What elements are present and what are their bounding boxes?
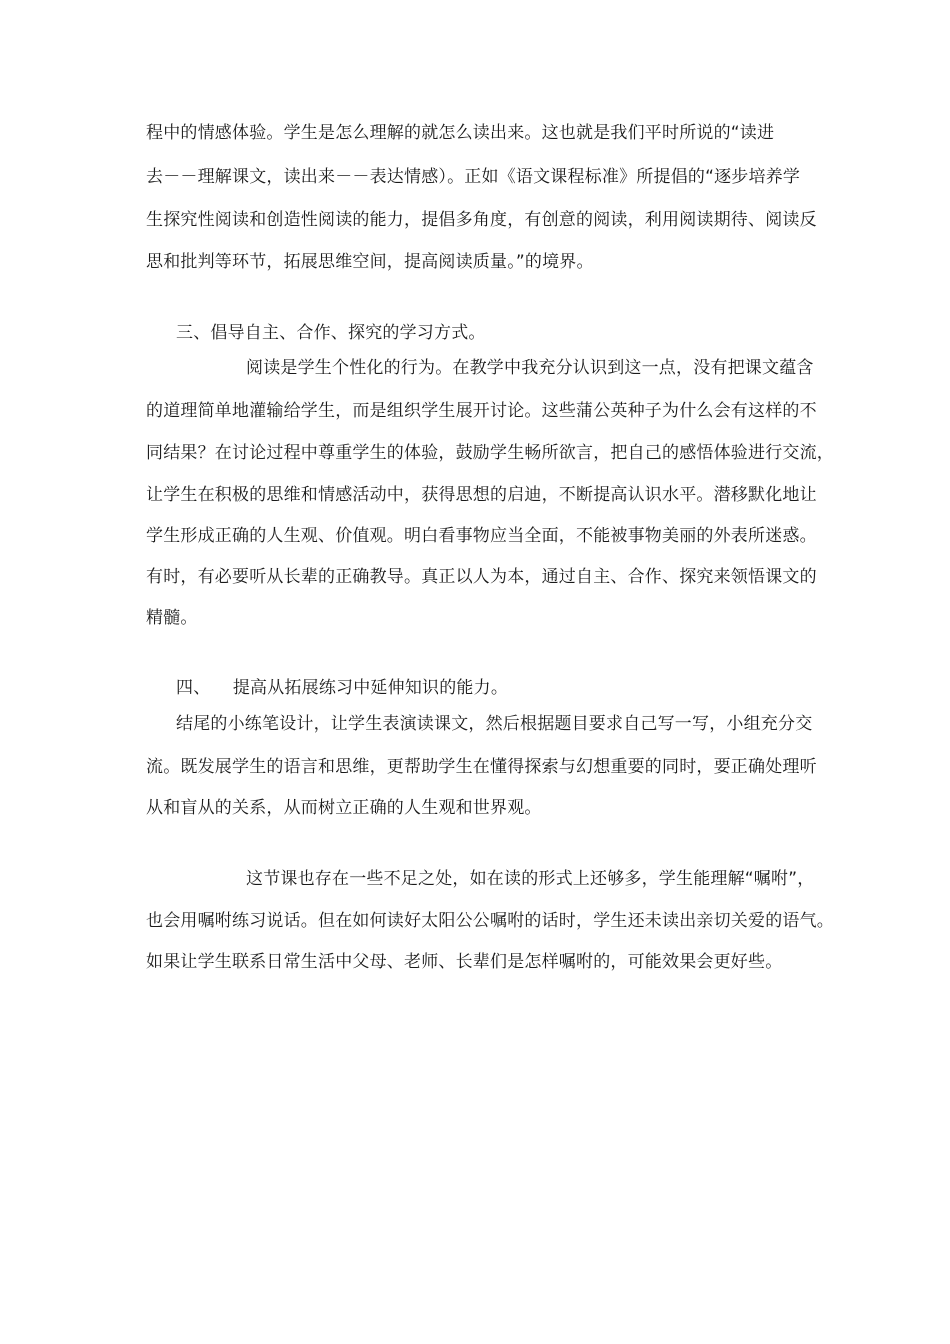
paragraph-line: 这节课也存在一些不足之处，如在读的形式上还够多，学生能理解“嘱咐”， xyxy=(246,869,815,889)
paragraph-line: 从和盲从的关系，从而树立正确的人生观和世界观。 xyxy=(146,798,542,818)
paragraph-line: 去－－理解课文，读出来－－表达情感）。正如《语文课程标准》所提倡的“逐步培养学 xyxy=(146,167,801,187)
paragraph-line: 学生形成正确的人生观、价值观。明白看事物应当全面，不能被事物美丽的外表所迷惑。 xyxy=(146,526,817,546)
paragraph-line: 思和批判等环节，拓展思维空间，提高阅读质量。”的境界。 xyxy=(146,252,594,272)
paragraph-line: 也会用嘱咐练习说话。但在如何读好太阳公公嘱咐的话时，学生还未读出亲切关爱的语气。 xyxy=(146,911,834,931)
paragraph-line: 如果让学生联系日常生活中父母、老师、长辈们是怎样嘱咐的，可能效果会更好些。 xyxy=(146,952,783,972)
paragraph-line: 精髓。 xyxy=(146,608,198,628)
paragraph-line: 流。既发展学生的语言和思维，更帮助学生在懂得探索与幻想重要的同时，要正确处理听 xyxy=(146,757,817,777)
section-heading: 四、 提高从拓展练习中延伸知识的能力。 xyxy=(176,678,509,698)
paragraph-line: 生探究性阅读和创造性阅读的能力，提倡多角度，有创意的阅读，利用阅读期待、阅读反 xyxy=(146,210,817,230)
paragraph-line: 有时，有必要听从长辈的正确教导。真正以人为本，通过自主、合作、探究来领悟课文的 xyxy=(146,567,817,587)
paragraph-line: 结尾的小练笔设计，让学生表演读课文，然后根据题目要求自己写一写，小组充分交 xyxy=(176,714,813,734)
paragraph-line: 阅读是学生个性化的行为。在教学中我充分认识到这一点，没有把课文蕴含 xyxy=(246,358,814,378)
paragraph-line: 让学生在积极的思维和情感活动中，获得思想的启迪，不断提高认识水平。潜移默化地让 xyxy=(146,485,817,505)
paragraph-line: 程中的情感体验。学生是怎么理解的就怎么读出来。这也就是我们平时所说的“读进 xyxy=(146,123,775,143)
section-heading: 三、倡导自主、合作、探究的学习方式。 xyxy=(176,323,486,343)
paragraph-line: 同结果？在讨论过程中尊重学生的体验，鼓励学生畅所欲言，把自己的感悟体验进行交流， xyxy=(146,443,834,463)
paragraph-line: 的道理简单地灌输给学生，而是组织学生展开讨论。这些蒲公英种子为什么会有这样的不 xyxy=(146,401,817,421)
